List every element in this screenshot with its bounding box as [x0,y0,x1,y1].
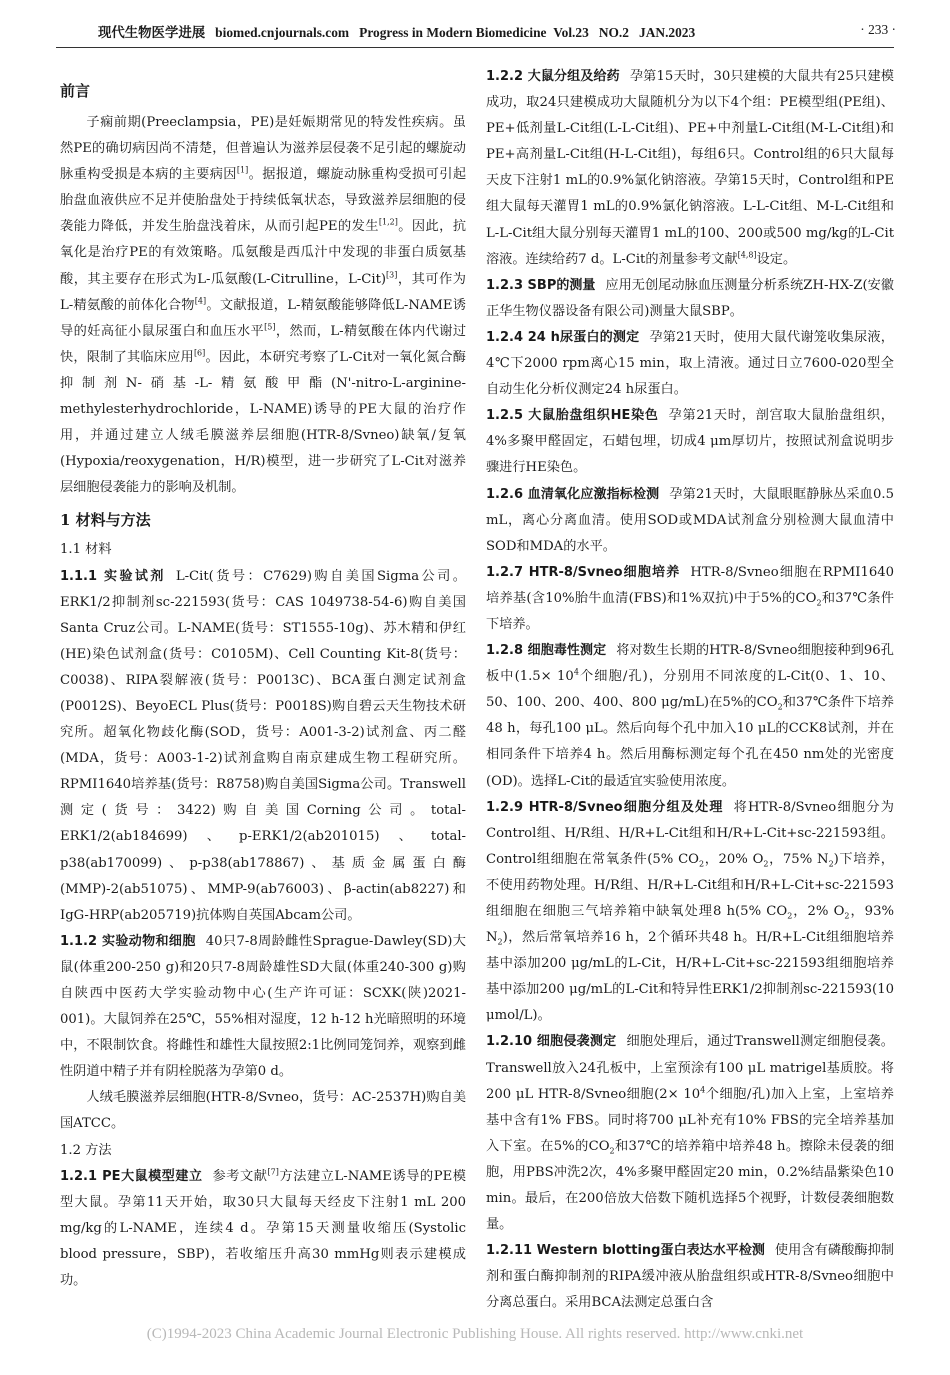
subsubsection-heading: 1.1.2 实验动物和细胞 [60,933,196,949]
section-heading: 1 材料与方法 [60,511,151,530]
subsubsection-heading: 1.2.9 HTR-8/Svneo细胞分组及处理 [486,799,724,815]
subsection-heading: 1.1 材料 [60,542,112,558]
cytotoxicity-paragraph: 1.2.8 细胞毒性测定 将对数生长期的HTR-8/Svneo细胞接种到96孔板中($1.5\times 10^4$个细胞/孔)，分别用不同浓度的L-Cit(0、1、10、50、100、200、400、800 μg/mL)在5%的$CO_2$和37℃条件下培养48 h，每孔100 μL。然后向每个孔中加入10 μL的CCK8试剂，并在相同条件下培养4 h。然后用酶标测定每个孔在450 nm处的光密度(OD)。选择L-Cit的最适宜实验使用浓度。 [486,643,894,789]
intro-paragraph: 子痫前期(Preeclampsia，PE)是妊娠期常见的特发性疾病。虽然PE的确切病因尚不清楚，但普遍认为滋养层侵袭不足引起的螺旋动脉重构受损是本病的主要病因[1]。据报道，螺旋动脉重构受损可引起胎盘血液供应不足并使胎盘处于持续低氧状态，导致滋养层细胞的侵袭能力降低，并发生胎盘浅着床，从而引起PE的发生[1,2]。因此，抗氧化是治疗PE的有效策略。瓜氨酸是西瓜汁中发现的非蛋白质氨基酸，其主要存在形式为L-瓜氨酸(L-Citrulline，L-Cit)[3]，其可作为L-精氨酸的前体化合物[4]。文献报道，L-精氨酸能够降低L-NAME诱导的妊高征小鼠尿蛋白和血压水平[5]，然而，L-精氨酸在体内代谢过快，限制了其临床应用[6]。因此，本研究考察了L-Cit对一氧化氮合酶抑制剂N-硝基-L-精氨酸甲酯(N'-nitro-L-arginine-methylesterhydrochloride，L-NAME)诱导的PE大鼠的治疗作用，并通过建立人绒毛膜滋养层细胞(HTR-8/Svneo)缺氧/复氧(Hypoxia/reoxygenation，H/R)模型，进一步研究了L-Cit对滋养层细胞侵袭能力的影响及机制。 [60,115,466,496]
subsubsection-heading: 1.2.4 24 h尿蛋白的测定 [486,329,640,345]
subsubsection-heading: 1.2.1 PE大鼠模型建立 [60,1168,203,1184]
copyright-footer: (C)1994-2023 China Academic Journal Electronic Publishing House. All rights reserved. http://www.cnki.net [146,1326,804,1342]
he-staining-paragraph: 1.2.5 大鼠胎盘组织HE染色 孕第21天时，剖宫取大鼠胎盘组织，4%多聚甲醛固定，石蜡包埋，切成4 μm厚切片，按照试剂盒说明步骤进行HE染色。 [486,408,894,476]
subsubsection-heading: 1.2.3 SBP的测量 [486,277,596,293]
header-divider [56,47,894,48]
journal-name-cn: 现代生物医学进展 [98,25,206,40]
subsubsection-heading: 1.2.10 细胞侵袭测定 [486,1034,617,1050]
subsection-heading: 1.2 方法 [60,1142,112,1158]
left-column [60,64,466,1323]
subsubsection-heading: 1.2.7 HTR-8/Svneo细胞培养 [486,564,681,580]
journal-name-en: Progress in Modern Biomedicine [359,25,547,40]
citation: [6] [193,348,206,358]
running-header [98,22,896,44]
cell-culture-paragraph: 1.2.7 HTR-8/Svneo细胞培养 HTR-8/Svneo细胞在RPMI1640培养基(含10%胎牛血清(FBS)和1%双抗)中于5%的$CO_2$和37℃条件下培养。 [486,564,894,632]
citation: [1,2] [378,217,398,227]
reagents-paragraph: 1.1.1 实验试剂 L-Cit(货号：C7629)购自美国Sigma公司。ERK1/2抑制剂sc-221593(货号：CAS 1049738-54-6)购自美国Santa Cruz公司。L-NAME(货号：ST1555-10g)、苏木精和伊红(HE)染色试剂盒(货号：C0105M)、Cell Counting Kit-8(货号：C0038)、RIPA裂解液(货号：P0013C)、BCA蛋白测定试剂盒(P0012S)、BeyoECL Plus(货号：P0018S)购自碧云天生物技术研究所。超氧化物歧化酶(SOD，货号：A001-3-2)试剂盒、丙二醛(MDA，货号：A003-1-2)试剂盒购自南京建成生物工程研究所。RPMI1640培养基(货号：R8758)购自美国Sigma公司。Transwell测定(货号：3422)购自美国Corning公司。total-ERK1/2(ab184699)、p-ERK1/2(ab201015)、total-p38(ab170099)、p-p38(ab178867)、基质金属蛋白酶(MMP)-2(ab51075)、MMP-9(ab76003)、β-actin(ab8227)和IgG-HRP(ab205719)抗体购自英国Abcam公司。 [60,568,466,923]
subsubsection-heading: 1.2.2 大鼠分组及给药 [486,69,620,84]
subsubsection-heading: 1.2.5 大鼠胎盘组织HE染色 [486,408,659,424]
grouping-paragraph: 1.2.2 大鼠分组及给药 孕第15天时，30只建模的大鼠共有25只建模成功，取24只建模成功大鼠随机分为以下4个组：PE模型组(PE组)、PE+低剂量L-Cit组(L-L-Cit组)、PE+中剂量L-Cit组(M-L-Cit组)和PE+高剂量L-Cit组(H-L-Cit组)，每组6只。Control组的6只大鼠每天皮下注射1 mL的0.9%氯化钠溶液。孕第15天时，Control组和PE组大鼠每天灌胃1 mL的0.9%氯化钠溶液。L-L-Cit组、M-L-Cit组和L-L-Cit组大鼠分别每天灌胃1 mL的100、200或500 mg/kg的L-Cit溶液。连续给药7 d。L-Cit的剂量参考文献[4,8]设定。 [486,69,894,267]
subsubsection-heading: 1.2.6 血清氧化应激指标检测 [486,486,660,502]
citation: [4] [194,296,207,306]
model-paragraph: 1.2.1 PE大鼠模型建立 参考文献[7]方法建立L-NAME诱导的PE模型大鼠。孕第11天开始，取30只大鼠每天经皮下注射1 mL 200 mg/kg的L-NAME，连续4 d。孕第15天测量收缩压(Systolic blood pressure，SBP)，若收缩压升高30 mmHg则表示建模成功。 [60,1167,466,1289]
urine-protein-paragraph: 1.2.4 24 h尿蛋白的测定 孕第21天时，使用大鼠代谢笼收集尿液，4℃下2000 rpm离心15 min，取上清液。通过日立7600-020型全自动生化分析仪测定24 h尿蛋白。 [486,329,894,398]
citation: [3] [386,270,398,280]
subsubsection-heading: 1.2.8 细胞毒性测定 [486,643,607,659]
western-blot-paragraph: 1.2.11 Western blotting蛋白表达水平检测 使用含有磷酸酶抑制剂和蛋白酶抑制剂的RIPA缓冲液从胎盘组织或HTR-8/Svneo细胞中分离总蛋白。采用BCA法测定总蛋白含 [486,1243,894,1311]
citation: [7] [267,1167,279,1177]
oxidative-stress-paragraph: 1.2.6 血清氧化应激指标检测 孕第21天时，大鼠眼眶静脉丛采血0.5 mL，离心分离血清。使用SOD或MDA试剂盒分别检测大鼠血清中SOD和MDA的水平。 [486,486,894,554]
cell-grouping-paragraph: 1.2.9 HTR-8/Svneo细胞分组及处理 将HTR-8/Svneo细胞分为Control组、H/R组、H/R+L-Cit组和H/R+L-Cit+sc-221593组。Control组细胞在常氧条件(5% $CO_2$，20% $O_2$，75% $N_2$)下培养，不使用药物处理。H/R组、H/R+L-Cit组和H/R+L-Cit+sc-221593组细胞在细胞三气培养箱中缺氧处理8 h(5% $CO_2$，2% $O_2$，93% $N_2$)，然后常氧培养16 h，2个循环共48 h。H/R+L-Cit组细胞培养基中添加200 μg/mL的L-Cit，H/R+L-Cit+sc-221593组细胞培养基中添加200 μg/mL的L-Cit和特异性ERK1/2抑制剂sc-221593(10 μmol/L)。 [486,799,894,1024]
citation: [5] [264,322,276,332]
citation: [1] [236,165,249,175]
subsubsection-heading: 1.1.1 实验试剂 [60,568,166,584]
journal-site: biomed.cnjournals.com [215,25,350,40]
subsubsection-heading: 1.2.11 Western blotting蛋白表达水平检测 [486,1243,765,1259]
header-journal-info [98,22,695,41]
right-column [486,64,894,1323]
invasion-paragraph: 1.2.10 细胞侵袭测定 细胞处理后，通过Transwell测定细胞侵袭。Transwell放入24孔板中，上室预涂有100 μL matrigel基质胶。将200 μL HTR-8/Svneo细胞($2\times 10^4$个细胞/孔)加入上室，上室培养基中含有1% FBS。同时将700 μL补充有10% FBS的完全培养基加入下室。在5%的$CO_2$和37℃的培养箱中培养48 h。擦除未侵袭的细胞，用PBS冲洗2次，4%多聚甲醛固定20 min，0.2%结晶紫染色10 min。最后，在200倍放大倍数下随机选择5个视野，计数侵袭细胞数量。 [486,1034,894,1233]
intro-heading: 前言 [60,82,91,100]
cells-paragraph: 人绒毛膜滋养层细胞(HTR-8/Svneo，货号：AC-2537H)购自美国ATCC。 [60,1090,466,1132]
issue-date: JAN.2023 [639,25,696,40]
sbp-paragraph: 1.2.3 SBP的测量 应用无创尾动脉血压测量分析系统ZH-HX-Z(安徽正华生物仪器设备有限公司)测量大鼠SBP。 [486,277,894,319]
animals-paragraph: 1.1.2 实验动物和细胞 40只7-8周龄雌性Sprague-Dawley(SD)大鼠(体重200-250 g)和20只7-8周龄雄性SD大鼠(体重240-300 g)购自陕西中医药大学实验动物中心(生产许可证：SCXK(陕)2021-001)。大鼠饲养在25℃，55%相对湿度，12 h-12 h光暗照明的环境中，不限制饮食。将雌性和雄性大鼠按照2:1比例同笼饲养，观察到雌性阴道中精子并有阴栓脱落为孕第0 d。 [60,933,466,1080]
volume: Vol.23 [553,25,589,40]
page-number: · 233 · [860,22,896,37]
issue-number: NO.2 [598,25,629,40]
citation: [4,8] [737,250,757,260]
